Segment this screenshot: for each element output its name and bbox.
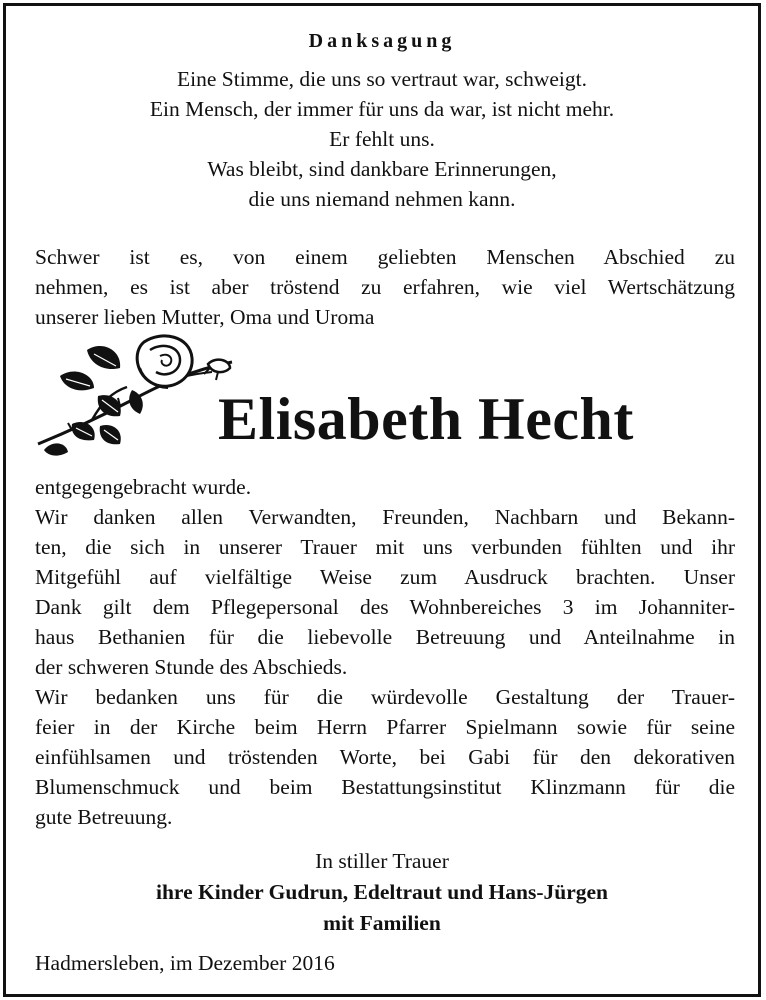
poem-line: Ein Mensch, der immer für uns da war, ist nicht mehr.: [149, 97, 615, 121]
poem-line: die uns niemand nehmen kann.: [248, 187, 516, 211]
poem-line: Eine Stimme, die uns so vertraut war, schweigt.: [177, 67, 587, 91]
body-line: Wir bedanken uns für die würdevolle Gestaltung der Trauer-: [35, 685, 735, 709]
body-line: Blumenschmuck und beim Bestattungsinstitut Klinzmann für die: [35, 775, 735, 799]
body-line: feier in der Kirche beim Herrn Pfarrer Spielmann sowie für seine: [35, 715, 735, 739]
intro-line: Schwer ist es, von einem geliebten Menschen Abschied zu: [35, 245, 735, 269]
body-line: ten, die sich in unserer Trauer mit uns verbunden fühlten und ihr: [35, 535, 735, 559]
intro-line: nehmen, es ist aber tröstend zu erfahren, wie viel Wertschätzung: [35, 275, 735, 299]
place-date: Hadmersleben, im Dezember 2016: [35, 951, 335, 975]
deceased-name: Elisabeth Hecht: [218, 386, 634, 452]
body-line: einfühlsamen und tröstenden Worte, bei Gabi für den dekorativen: [35, 745, 735, 769]
poem-line: Er fehlt uns.: [329, 127, 435, 151]
poem: [6, 64, 758, 214]
body-line: entgegengebracht wurde.: [35, 475, 252, 499]
intro-paragraph: [35, 242, 735, 332]
mourners-families: mit Familien: [323, 911, 441, 935]
body-line: gute Betreuung.: [35, 805, 173, 829]
obituary-notice: [3, 3, 761, 997]
body-line: Mitgefühl auf vielfältige Weise zum Ausdruck brachten. Unser: [35, 565, 735, 589]
heading: Danksagung: [308, 30, 456, 52]
closing-block: [6, 846, 758, 939]
body-paragraph: [35, 472, 735, 832]
intro-line: unserer lieben Mutter, Oma und Uroma: [35, 305, 375, 329]
closing-intro: In stiller Trauer: [315, 849, 449, 873]
mourners: ihre Kinder Gudrun, Edeltraut und Hans-Jürgen: [156, 880, 608, 904]
poem-line: Was bleibt, sind dankbare Erinnerungen,: [207, 157, 557, 181]
body-line: haus Bethanien für die liebevolle Betreuung und Anteilnahme in: [35, 625, 735, 649]
body-line: der schweren Stunde des Abschieds.: [35, 655, 348, 679]
rose-branch-icon: [32, 332, 242, 458]
body-line: Dank gilt dem Pflegepersonal des Wohnbereiches 3 im Johanniter-: [35, 595, 735, 619]
body-line: Wir danken allen Verwandten, Freunden, Nachbarn und Bekann-: [35, 505, 735, 529]
